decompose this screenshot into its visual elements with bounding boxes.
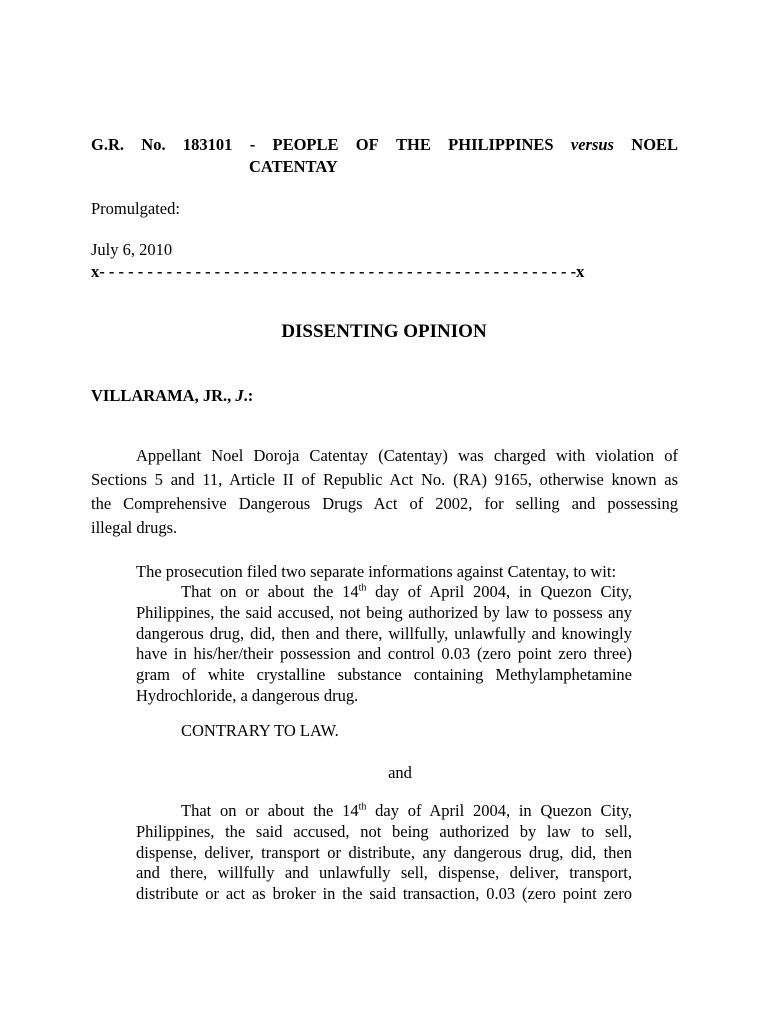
author-name: VILLARAMA, JR., (91, 386, 236, 405)
quote-2-text: day of April 2004, in Quezon City, (366, 801, 632, 820)
quote-2-line: dispense, deliver, transport or distribute, any dangerous drug, did, then (136, 842, 632, 862)
quote-2-line: and there, willfully and unlawfully sell, dispense, deliver, transport, (136, 863, 632, 883)
paragraph-1 (91, 444, 678, 540)
quote-2-line (136, 801, 632, 822)
information-quote-1 (136, 582, 632, 707)
quote-1-text: day of April 2004, in Quezon City, (366, 582, 632, 601)
divider-line: x- - - - - - - - - - - - - - - - - - - - - - - - - - - - - - - - - - - - - - - - - - - - - - - - - -x (91, 262, 585, 281)
quote-1-sup: th (358, 582, 367, 594)
caption-catentay: CATENTAY (249, 157, 338, 176)
quote-1-line (136, 582, 632, 603)
quote-2-line: Philippines, the said accused, not being authorized by law to sell, (136, 821, 632, 841)
paragraph-1-line: Appellant Noel Doroja Catentay (Catentay) was charged with violation of (136, 446, 678, 465)
caption-versus: versus (570, 135, 614, 154)
quote-2-line: distribute or act as broker in the said transaction, 0.03 (zero point zero (136, 884, 632, 904)
case-caption (91, 134, 678, 156)
author-j: J (235, 386, 244, 405)
opinion-title: DISSENTING OPINION (281, 321, 487, 342)
caption-noel: NOEL (631, 135, 679, 154)
quote-1-line: gram of white crystalline substance containing Methylamphetamine (136, 665, 632, 685)
paragraph-1-line: Sections 5 and 11, Article II of Republic Act No. (RA) 9165, otherwise known as (91, 470, 678, 489)
quote-1-line: Philippines, the said accused, not being authorized by law to possess any (136, 602, 632, 622)
caption-philippines-text: THE PHILIPPINES (396, 135, 554, 154)
contrary-to-law: CONTRARY TO LAW. (181, 721, 339, 740)
caption-people: PEOPLE (272, 135, 339, 154)
caption-dash: - (249, 135, 256, 154)
author-suffix: .: (243, 386, 254, 405)
quote-1-line: have in his/her/their possession and control 0.03 (zero point zero three) (136, 644, 632, 664)
promulgation-date: July 6, 2010 (91, 240, 173, 259)
caption-of: OF (355, 135, 379, 154)
caption-no: No. (141, 135, 166, 154)
caption-gr: G.R. (91, 135, 124, 154)
caption-philippines (396, 135, 678, 154)
quote-1-line: dangerous drug, did, then and there, willfully, unlawfully and knowingly (136, 623, 632, 643)
quote-1-text: That on or about the 14 (181, 582, 359, 601)
quote-2-sup: th (358, 801, 367, 813)
information-quote-2 (136, 801, 632, 905)
paragraph-1-line: the Comprehensive Dangerous Drugs Act of 2002, for selling and possessing (91, 494, 678, 513)
intro-sentence: The prosecution filed two separate informations against Catentay, to wit: (136, 562, 617, 581)
paragraph-1-line: illegal drugs. (91, 518, 178, 537)
promulgated-label: Promulgated: (91, 199, 180, 218)
caption-number: 183101 (182, 135, 233, 154)
author-line (91, 385, 253, 407)
and-separator: and (388, 763, 412, 782)
quote-1-line: Hydrochloride, a dangerous drug. (136, 685, 359, 705)
quote-2-text: That on or about the 14 (181, 801, 359, 820)
